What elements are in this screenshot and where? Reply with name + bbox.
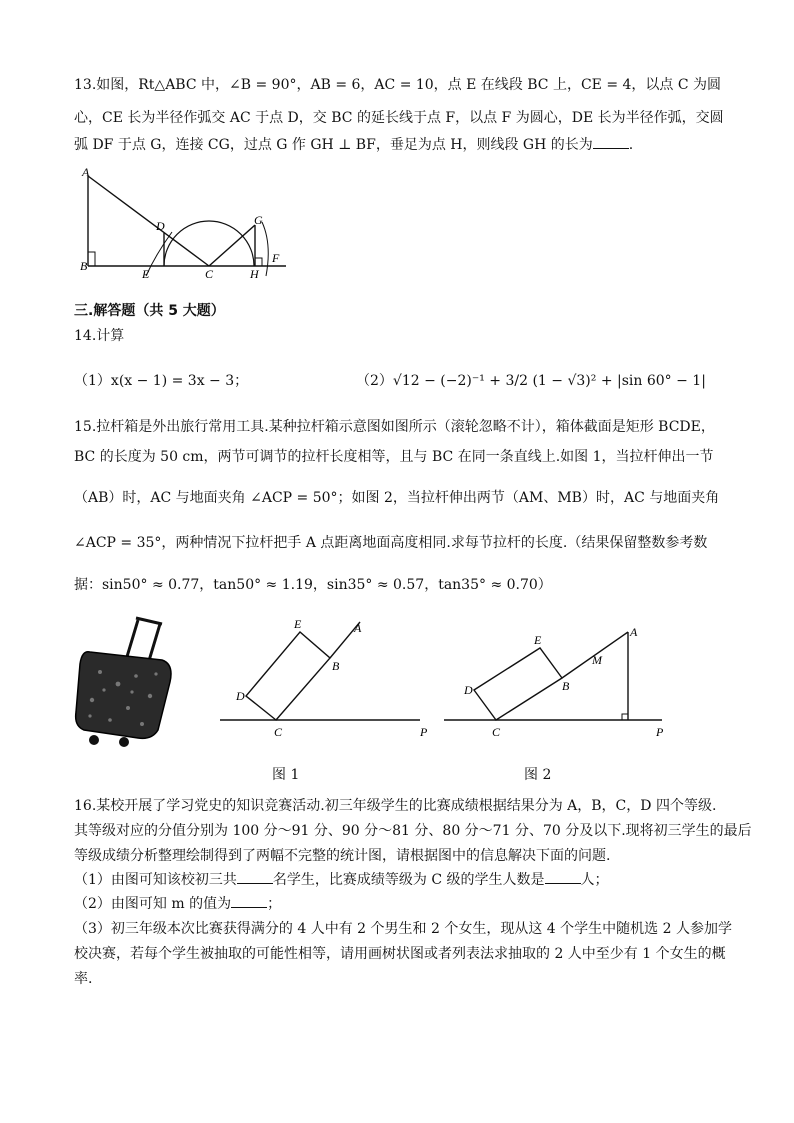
- q16-part2-text-b: ；: [267, 896, 282, 912]
- fig1-label-P: P: [420, 725, 428, 739]
- q13-geometry-figure: [76, 164, 296, 284]
- fig1-label-E: E: [294, 617, 302, 631]
- q16-total-students-blank: [237, 869, 273, 884]
- q16-part3-line2: 校决赛，若每个学生被抽取的可能性相等，请用画树状图或者列表法求抽取的 2 人中至少有 1 个女生的概: [74, 946, 726, 962]
- q13-text-line3: [74, 134, 633, 154]
- q15-text-line1: 15.拉杆箱是外出旅行常用工具.某种拉杆箱示意图如图所示（滚轮忽略不计），箱体截面是矩形 BCDE，: [74, 419, 715, 435]
- q16-part2: [74, 893, 281, 913]
- fig2-label-M: M: [592, 653, 602, 667]
- q13-label-D: D: [156, 219, 165, 233]
- q16-part2-text-a: （2）由图可知 m 的值为: [74, 896, 232, 912]
- q16-grade-c-count-blank: [545, 869, 581, 884]
- q15-figure-2: [440, 612, 670, 742]
- fig2-label-A: A: [630, 625, 638, 639]
- q13-text-line1: 13.如图，Rt△ABC 中，∠B = 90°，AB = 6，AC = 10，点 E 在线段 BC 上，CE = 4，以点 C 为圆: [74, 77, 722, 93]
- fig1-label-A: A: [354, 621, 362, 635]
- q13-line3-end: .: [628, 137, 634, 153]
- q13-label-E: E: [142, 267, 150, 281]
- suitcase-illustration: [70, 612, 180, 752]
- q15-text-line4: ∠ACP = 35°，两种情况下拉杆把手 A 点距离地面高度相同.求每节拉杆的长度.（结果保留整数参考数: [74, 535, 708, 551]
- q13-label-F: F: [272, 251, 280, 265]
- q15-text-line2: BC 的长度为 50 cm，两节可调节的拉杆长度相等，且与 BC 在同一条直线上.如图 1，当拉杆伸出一节: [74, 449, 714, 465]
- q16-part3-line3: 率.: [74, 971, 93, 987]
- q14-title: 14.计算: [74, 328, 125, 344]
- q16-text-line1: 16.某校开展了学习党史的知识竞赛活动.初三年级学生的比赛成绩根据结果分为 A，B，C，D 四个等级.: [74, 798, 717, 814]
- fig2-label-P: P: [656, 725, 664, 739]
- q15-text-line5: 据：sin50° ≈ 0.77，tan50° ≈ 1.19，sin35° ≈ 0.57，tan35° ≈ 0.70）: [74, 577, 552, 593]
- fig1-label-C: C: [274, 725, 283, 739]
- q16-m-value-blank: [231, 893, 267, 908]
- q16-part1: [74, 869, 609, 889]
- fig2-label-D: D: [464, 683, 473, 697]
- section-three-heading: 三.解答题（共 5 大题）: [74, 303, 225, 319]
- q13-label-C: C: [205, 267, 214, 281]
- q16-part1-text-c: 人；: [580, 872, 609, 888]
- q13-text-line2: 心，CE 长为半径作弧交 AC 于点 D，交 BC 的延长线于点 F，以点 F 为圆心，DE 长为半径作弧，交圆: [74, 110, 724, 126]
- fig2-label-B: B: [562, 679, 570, 693]
- q13-label-H: H: [250, 267, 259, 281]
- figure-1-caption: 图 1: [272, 767, 300, 783]
- q16-text-line3: 等级成绩分析整理绘制得到了两幅不完整的统计图，请根据图中的信息解决下面的问题.: [74, 848, 611, 864]
- q13-answer-blank: [593, 134, 629, 149]
- q16-part1-text-b: 名学生，比赛成绩等级为 C 级的学生人数是: [272, 872, 545, 888]
- q13-label-G: G: [254, 213, 263, 227]
- q14-part1-label: （1）: [74, 373, 111, 389]
- fig2-label-C: C: [492, 725, 501, 739]
- q15-text-line3: （AB）时，AC 与地面夹角 ∠ACP = 50°；如图 2，当拉杆伸出两节（AM、MB）时，AC 与地面夹角: [74, 490, 720, 506]
- q13-label-B: B: [80, 259, 88, 273]
- fig1-label-B: B: [332, 659, 340, 673]
- figure-2-caption: 图 2: [524, 767, 552, 783]
- fig1-label-D: D: [236, 689, 245, 703]
- q16-part3-line1: （3）初三年级本次比赛获得满分的 4 人中有 2 个男生和 2 个女生，现从这 4 个学生中随机选 2 人参加学: [74, 921, 732, 937]
- q14-part1: [74, 370, 248, 390]
- q16-text-line2: 其等级对应的分值分别为 100 分～91 分、90 分～81 分、80 分～71 分、70 分及以下.现将初三学生的最后: [74, 823, 752, 839]
- q14-part1-expr: x(x − 1) = 3x − 3；: [110, 373, 249, 389]
- q16-part1-text-a: （1）由图可知该校初三共: [74, 872, 237, 888]
- q13-line3-text: 弧 DF 于点 G，连接 CG，过点 G 作 GH ⊥ BF，垂足为点 H，则线段 GH 的长为: [74, 137, 593, 153]
- q15-figure-1: [214, 612, 444, 742]
- q14-part2-expr: √12 − (−2)⁻¹ + 3/2 (1 − √3)² + |sin 60° − 1|: [392, 373, 706, 389]
- q14-part2-label: （2）: [356, 373, 393, 389]
- fig2-label-E: E: [534, 633, 542, 647]
- q14-part2: [356, 370, 706, 390]
- q13-label-A: A: [82, 165, 90, 179]
